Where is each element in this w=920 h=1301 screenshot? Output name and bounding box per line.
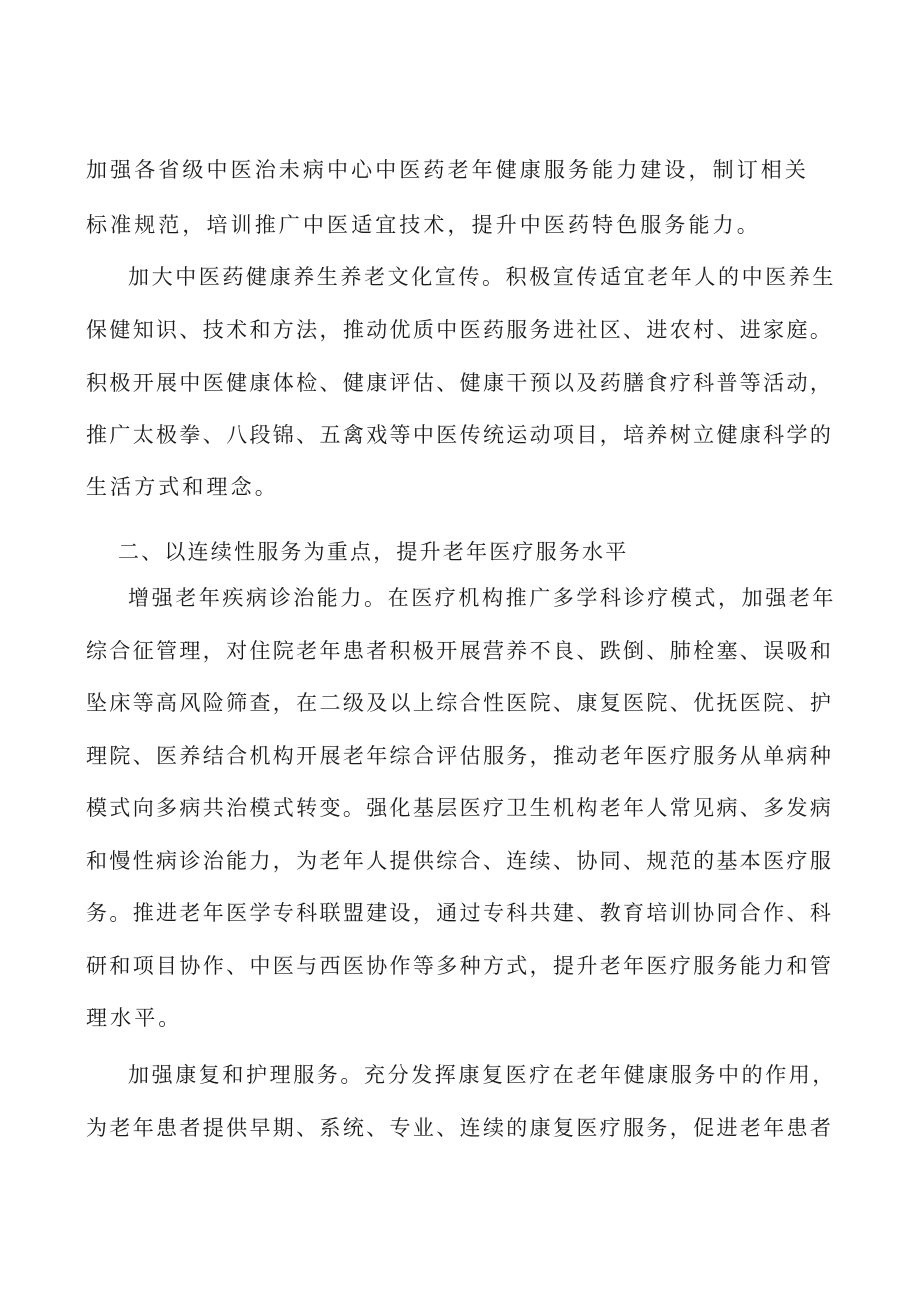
para-2-line-2: 保健知识、技术和方法，推动优质中医药服务进社区、进农村、进家庭。 <box>86 318 834 342</box>
para-1-line-2: 标准规范，培训推广中医适宜技术，提升中医药特色服务能力。 <box>86 213 761 237</box>
para-2-line-4: 推广太极拳、八段锦、五禽戏等中医传统运动项目，培养树立健康科学的 <box>86 423 834 447</box>
para-3-line-7: 务。推进老年医学专科联盟建设，通过专科共建、教育培训协同合作、科 <box>86 901 834 925</box>
para-4-line-2: 为老年患者提供早期、系统、专业、连续的康复医疗服务，促进老年患者 <box>86 1116 834 1140</box>
para-3-line-6: 和慢性病诊治能力，为老年人提供综合、连续、协同、规范的基本医疗服 <box>86 849 834 873</box>
para-3-line-3: 坠床等高风险筛查，在二级及以上综合性医院、康复医院、优抚医院、护 <box>86 691 834 715</box>
para-3-line-8: 研和项目协作、中医与西医协作等多种方式，提升老年医疗服务能力和管 <box>86 954 834 978</box>
para-3-line-1: 增强老年疾病诊治能力。在医疗机构推广多学科诊疗模式，加强老年 <box>128 586 836 610</box>
para-3-line-5: 模式向多病共治模式转变。强化基层医疗卫生机构老年人常见病、多发病 <box>86 796 834 820</box>
para-4-line-1: 加强康复和护理服务。充分发挥康复医疗在老年健康服务中的作用， <box>128 1063 836 1087</box>
para-2-line-1: 加大中医药健康养生养老文化宣传。积极宣传适宜老年人的中医养生 <box>128 265 836 289</box>
section-heading: 二、以连续性服务为重点，提升老年医疗服务水平 <box>118 540 629 564</box>
para-3-line-2: 综合征管理，对住院老年患者积极开展营养不良、跌倒、肺栓塞、误吸和 <box>86 639 834 663</box>
para-1-line-1: 加强各省级中医治未病中心中医药老年健康服务能力建设，制订相关 <box>86 158 809 182</box>
para-2-line-3: 积极开展中医健康体检、健康评估、健康干预以及药膳食疗科普等活动， <box>86 371 834 395</box>
para-2-line-5: 生活方式和理念。 <box>86 475 279 499</box>
para-3-line-9: 理水平。 <box>86 1006 183 1030</box>
para-3-line-4: 理院、医养结合机构开展老年综合评估服务，推动老年医疗服务从单病种 <box>86 744 834 768</box>
